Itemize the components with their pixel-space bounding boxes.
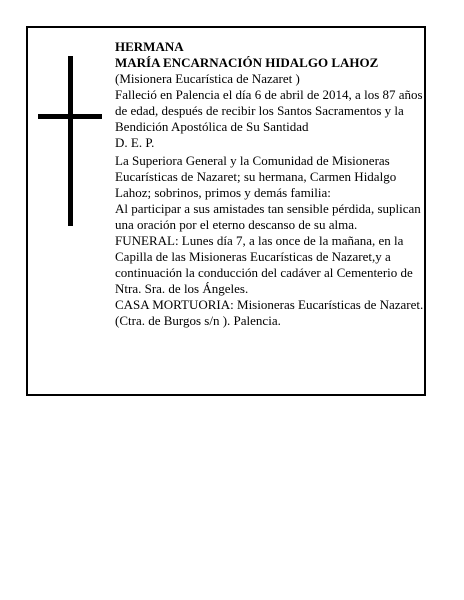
death-announcement: Falleció en Palencia el día 6 de abril de 2014, a los 87 años de edad, después de recibir los Santos Sacramentos y la Bendición Apostólica de Su Santidad xyxy=(115,87,423,134)
mortuary-details: CASA MORTUORIA: Misioneras Eucarísticas de Nazaret. (Ctra. de Burgos s/n ). Palencia. xyxy=(115,297,424,328)
prayer-request: Al participar a sus amistades tan sensible pérdida, suplican una oración por el eterno descanso de su alma. xyxy=(115,201,421,232)
cross-vertical-bar xyxy=(68,56,73,226)
notice-text xyxy=(115,39,425,329)
notice-heading: HERMANA xyxy=(115,39,184,54)
deceased-name: MARÍA ENCARNACIÓN HIDALGO LAHOZ xyxy=(115,55,379,70)
congregation-line: (Misionera Eucarística de Nazaret ) xyxy=(115,71,300,86)
latin-cross-icon xyxy=(38,56,102,226)
funeral-details: FUNERAL: Lunes día 7, a las once de la mañana, en la Capilla de las Misioneras Eucarísticas de Nazaret,y a continuación la conducción del cadáver al Cementerio de Ntra. Sra. de los Ángeles. xyxy=(115,233,413,296)
cross-horizontal-bar xyxy=(38,114,102,119)
rest-in-peace: D. E. P. xyxy=(115,135,155,150)
obituary-notice xyxy=(26,26,426,396)
family-announcement: La Superiora General y la Comunidad de Misioneras Eucarísticas de Nazaret; su hermana, Carmen Hidalgo Lahoz; sobrinos, primos y demás familia: xyxy=(115,153,397,200)
